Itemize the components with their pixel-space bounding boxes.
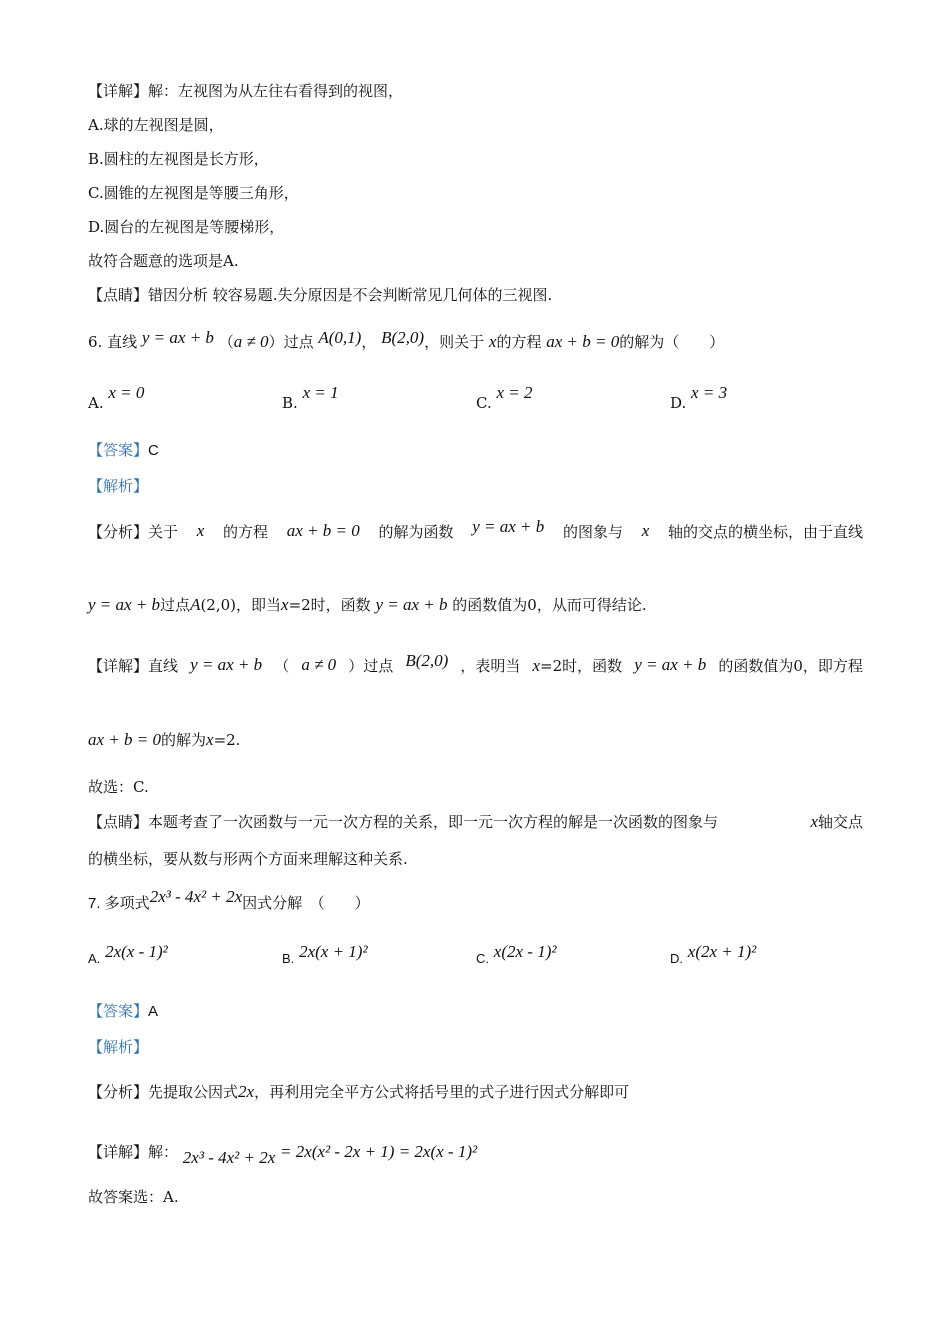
q7-answer [88, 1001, 158, 1022]
q7-detail [88, 1142, 478, 1167]
option-label: A. [88, 394, 104, 412]
text: 【详解】直线 [88, 657, 179, 675]
option-value: x(2x + 1)² [687, 942, 757, 961]
q7-number: 7. 多项式 [88, 895, 150, 912]
q6-passes-through: ）过点 [268, 333, 314, 351]
q5-note: 【点睛】错因分析 较容易题.失分原因是不会判断常见几何体的三视图. [88, 286, 553, 304]
text: =2时，函数 [540, 657, 623, 675]
q6-choose: 故选：C. [88, 778, 149, 796]
q7-analysis-tag: 【解析】 [88, 1038, 149, 1056]
q5-detail: 【详解】解：左视图为从左往右看得到的视图， [88, 82, 404, 100]
q6-condition: a ≠ 0 [233, 332, 269, 351]
answer-tag: 【答案】 [88, 441, 149, 459]
q7-option-b [282, 942, 368, 968]
text: 的解为函数 [378, 523, 454, 541]
answer-value: A [148, 1003, 159, 1020]
q6-analysis-line1 [88, 517, 863, 542]
q6-text-about: ，则关于 [424, 333, 485, 351]
math-function: y = ax + b [375, 595, 448, 614]
text: 【点睛】本题考查了一次函数与一元一次方程的关系，即一元一次方程的解是一次函数的图象与 [88, 813, 719, 831]
q6-analysis-tag: 【解析】 [88, 477, 149, 495]
math-function: y = ax + b [88, 595, 161, 614]
text: 的解为 [161, 731, 207, 749]
text: ）过点 [348, 657, 394, 675]
option-label: D. [670, 951, 683, 966]
q6-paren: （ [218, 333, 234, 351]
math-x: x [641, 521, 650, 540]
math-function: y = ax + b [190, 655, 263, 674]
math-equation: ax + b = 0 [286, 521, 360, 540]
q6-stem [88, 328, 724, 352]
option-value: x = 0 [108, 383, 145, 402]
text: (2,0)，即当 [200, 596, 282, 614]
option-label: A. [88, 951, 101, 966]
math-point: B(2,0) [405, 651, 449, 670]
q6-note-line1 [88, 811, 863, 832]
math-factorization: = 2x(x² - 2x + 1) = 2x(x - 1)² [280, 1142, 478, 1161]
option-value: x = 2 [496, 383, 533, 402]
q7-option-a [88, 942, 168, 968]
text: ，再利用完全平方公式将括号里的式子进行因式分解即可 [254, 1083, 630, 1101]
math-expression: 2x³ - 4x² + 2x [182, 1148, 276, 1167]
q6-option-b [282, 383, 339, 412]
q6-text-equation: 的方程 [496, 333, 542, 351]
q5-option-a-explanation: A.球的左视图是圆， [88, 116, 224, 134]
q6-note-line2: 的横坐标，要从数与形两个方面来理解这种关系. [88, 850, 408, 868]
option-value: 2x(x - 1)² [105, 942, 168, 961]
text: 轴交点 [817, 813, 863, 831]
math-common-factor: 2x [238, 1082, 255, 1101]
q6-text-solution: 的解为（ ） [619, 333, 725, 351]
math-point: A [190, 595, 201, 614]
q6-option-d [670, 383, 727, 412]
text: =2时，函数 [288, 596, 371, 614]
text: 的方程 [223, 523, 269, 541]
text: 【分析】关于 [88, 523, 179, 541]
option-label: C. [476, 951, 489, 966]
math-x: x [196, 521, 205, 540]
q6-comma: ， [361, 333, 377, 351]
q7-option-d [670, 942, 757, 968]
q6-var-x: x [488, 332, 497, 351]
math-function: y = ax + b [472, 517, 545, 536]
q6-point-b: B(2,0) [381, 328, 425, 347]
option-value: x(2x - 1)² [493, 942, 557, 961]
q5-conclusion: 故符合题意的选项是A. [88, 252, 239, 270]
q7-polynomial: 2x³ - 4x² + 2x [149, 887, 243, 906]
q6-detail-line1 [88, 651, 863, 676]
math-x: x [206, 730, 214, 749]
q7-conclusion: 故答案选：A. [88, 1188, 179, 1206]
text: ，表明当 [460, 657, 521, 675]
q6-equation: ax + b = 0 [546, 332, 620, 351]
text: 轴的交点的横坐标，由于直线 [667, 523, 863, 541]
text: 【分析】先提取公因式 [88, 1083, 239, 1101]
math-function: y = ax + b [634, 655, 707, 674]
text: =2. [213, 731, 241, 749]
q6-answer [88, 440, 159, 461]
option-value: x = 3 [691, 383, 728, 402]
text: 的图象与 [562, 523, 623, 541]
q6-detail-line2 [88, 730, 240, 750]
option-label: C. [476, 394, 492, 412]
option-value: 2x(x + 1)² [299, 942, 368, 961]
q7-option-c [476, 942, 557, 968]
option-value: x = 1 [302, 383, 339, 402]
q6-analysis-line2 [88, 595, 647, 615]
math-x: x [281, 595, 289, 614]
text: 【详解】解： [88, 1143, 179, 1161]
q6-option-c [476, 383, 533, 412]
q6-line-equation: y = ax + b [141, 328, 214, 347]
text: （ [274, 657, 290, 675]
text: 过点 [160, 596, 191, 614]
math-x: x [810, 812, 818, 831]
q6-option-a [88, 383, 144, 412]
q5-option-d-explanation: D.圆台的左视图是等腰梯形， [88, 218, 285, 236]
q6-point-a: A(0,1) [318, 328, 362, 347]
q5-option-c-explanation: C.圆锥的左视图是等腰三角形， [88, 184, 299, 202]
q7-stem [88, 887, 370, 914]
q5-option-b-explanation: B.圆柱的左视图是长方形， [88, 150, 269, 168]
text: 的函数值为0，从而可得结论. [452, 596, 647, 614]
q7-text: 因式分解 （ ） [242, 894, 370, 912]
option-label: D. [670, 394, 687, 412]
answer-tag: 【答案】 [88, 1002, 149, 1020]
q6-number: 6. 直线 [88, 333, 138, 351]
option-label: B. [282, 951, 295, 966]
answer-value: C [148, 442, 159, 459]
math-condition: a ≠ 0 [301, 655, 337, 674]
text: 的函数值为0，即方程 [718, 657, 863, 675]
math-equation: ax + b = 0 [88, 730, 161, 749]
math-x: x [532, 656, 541, 675]
q7-analysis [88, 1082, 629, 1102]
option-label: B. [282, 394, 298, 412]
